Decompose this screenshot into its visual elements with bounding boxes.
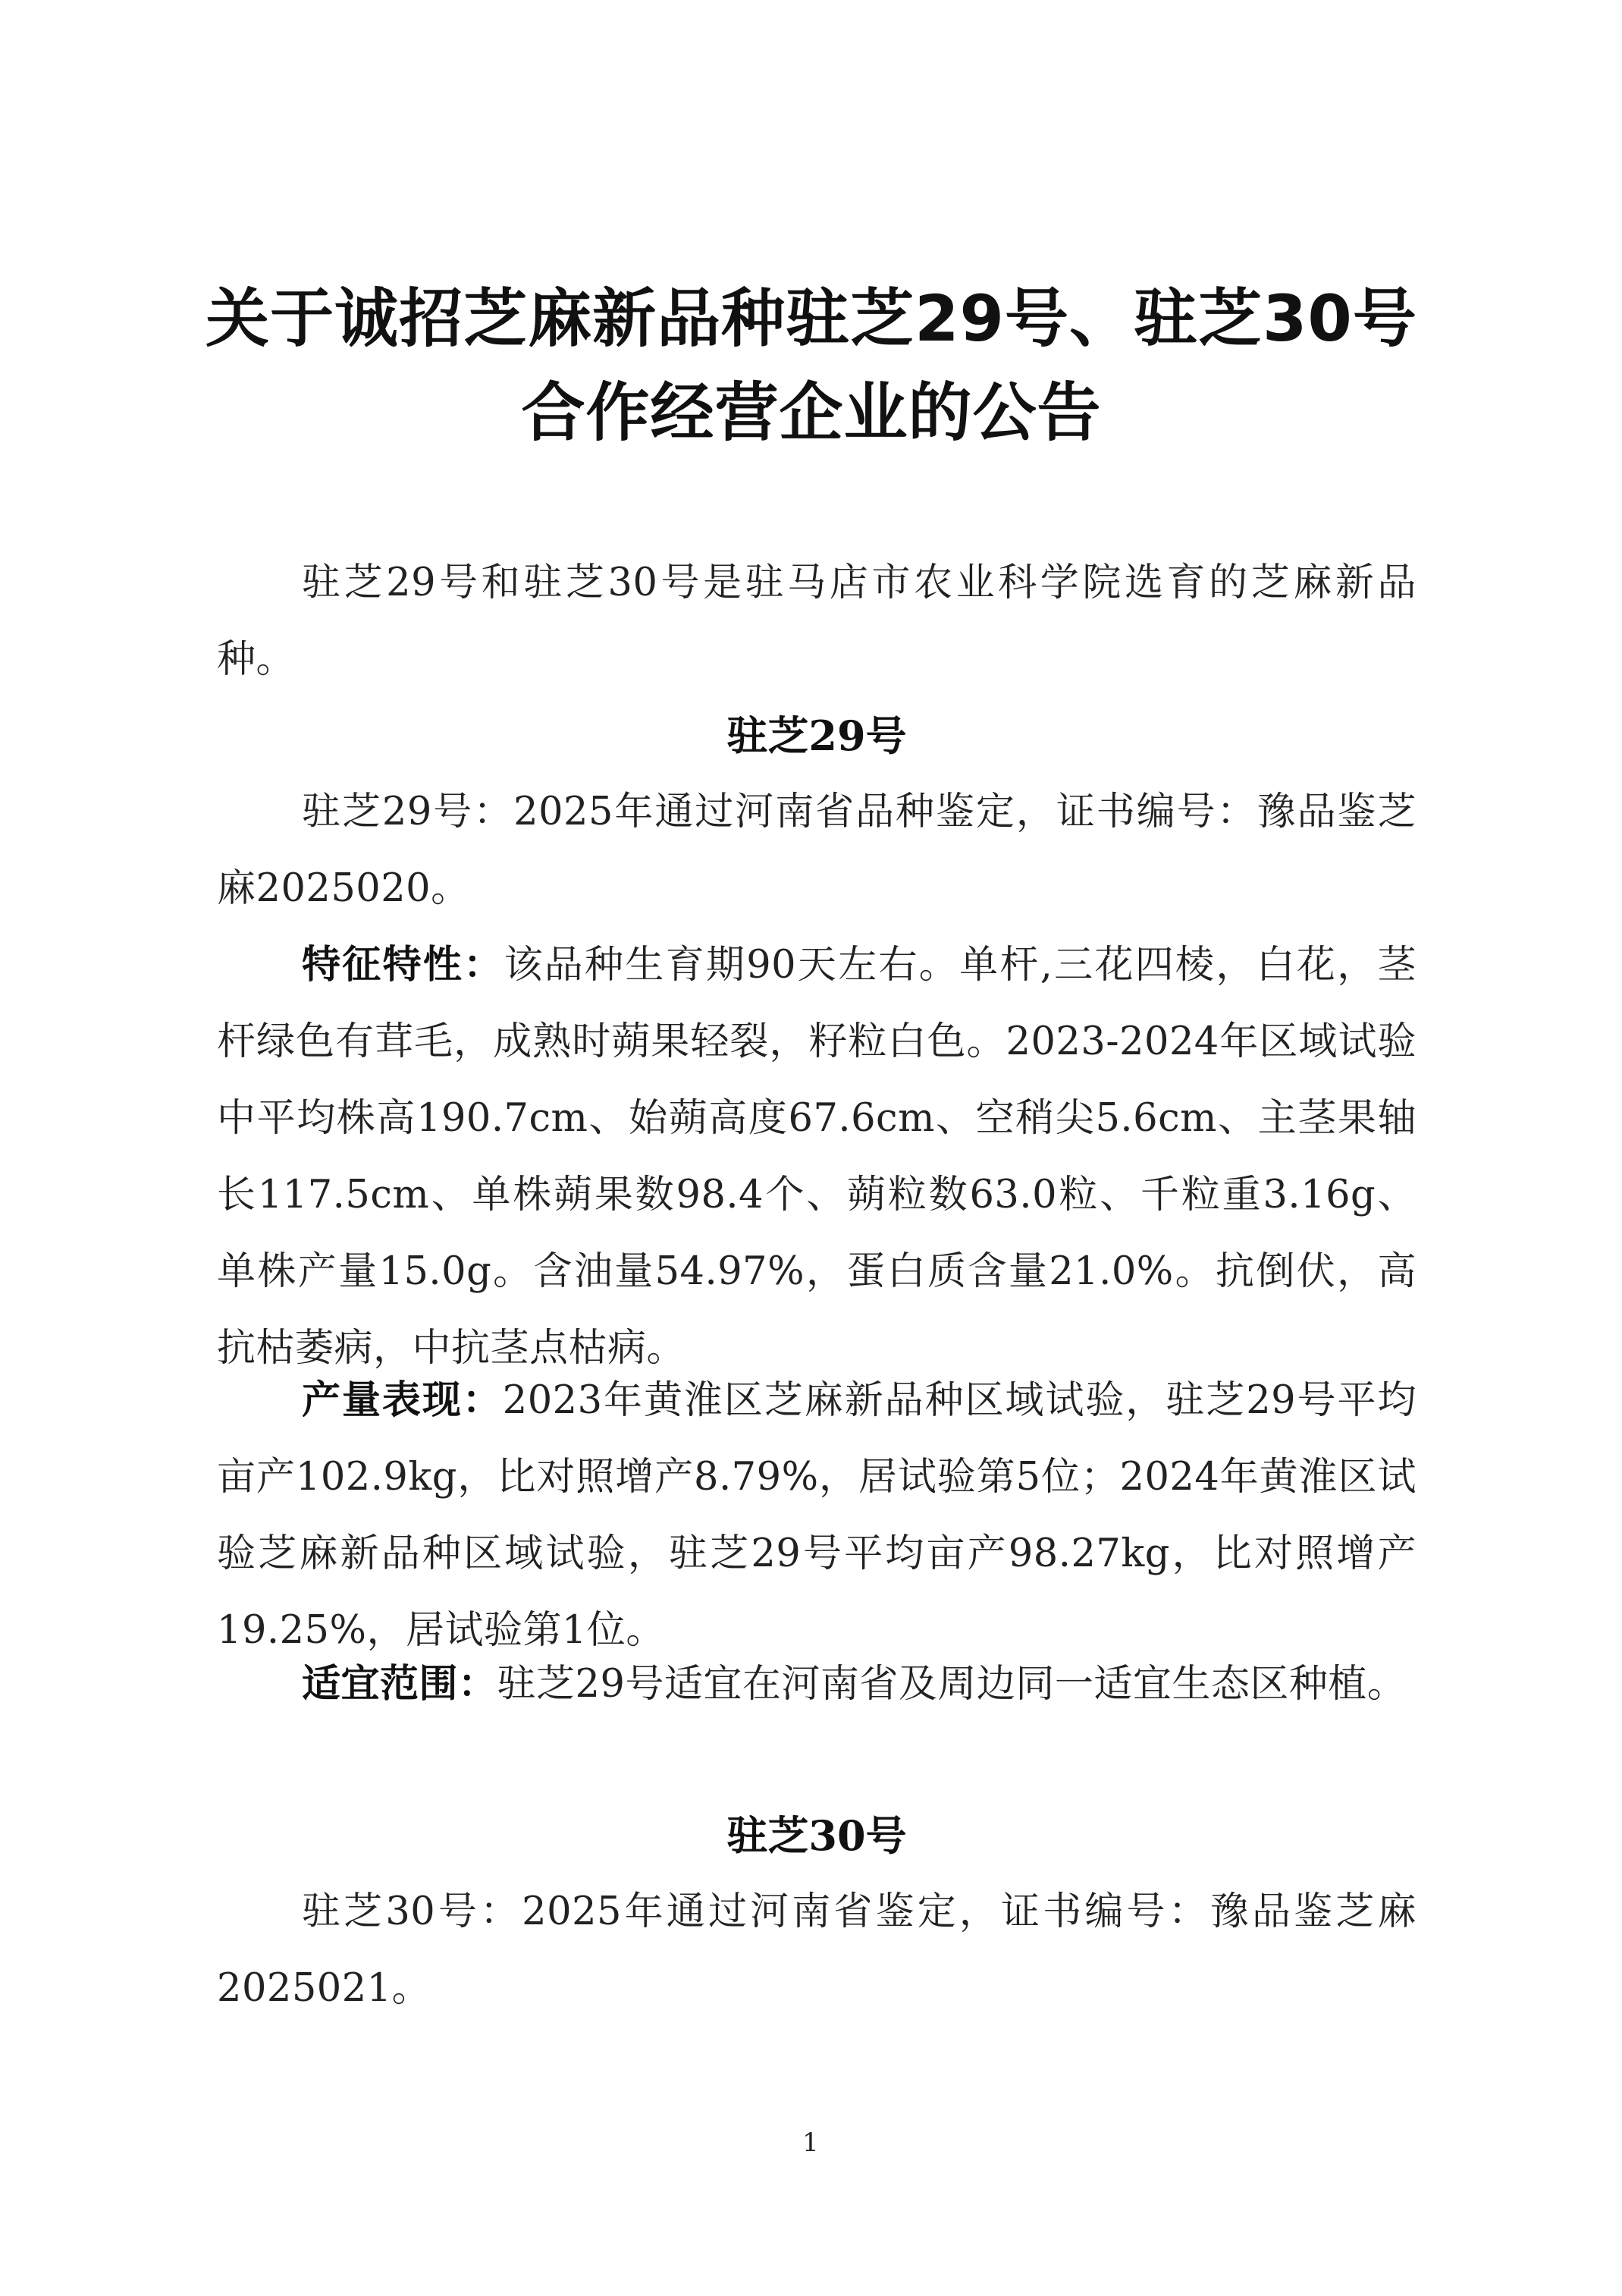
page-number: 1 <box>802 2128 819 2158</box>
variety-30-heading: 驻芝30号 <box>726 1811 907 1860</box>
variety-29-traits-paragraph <box>217 927 1417 1387</box>
yield-label: 产量表现： <box>302 1378 503 1423</box>
variety-29-range-paragraph <box>217 1646 1417 1723</box>
range-text: 驻芝29号适宜在河南省及周边同一适宜生态区种植。 <box>497 1662 1407 1707</box>
document-title-line-2: 合作经营企业的公告 <box>521 375 1102 450</box>
traits-label: 特征特性： <box>302 943 504 988</box>
yield-text: 2023年黄淮区芝麻新品种区域试验，驻芝29号平均亩产102.9kg，比对照增产8.79%，居试验第5位；2024年黄淮区试验芝麻新品种区域试验，驻芝29号平均亩产98.27kg，比对照增产19.25%，居试验第1位。 <box>217 1378 1417 1653</box>
traits-text: 该品种生育期90天左右。单杆,三花四棱，白花，茎杆绿色有茸毛，成熟时蒴果轻裂，籽粒白色。2023-2024年区域试验中平均株高190.7cm、始蒴高度67.6cm、空稍尖5.6cm、主茎果轴长117.5cm、单株蒴果数98.4个、蒴粒数63.0粒、千粒重3.16g、单株产量15.0g。含油量54.97%，蛋白质含量21.0%。抗倒伏，高抗枯萎病，中抗茎点枯病。 <box>217 943 1417 1371</box>
range-label: 适宜范围： <box>302 1662 497 1707</box>
intro-paragraph: 驻芝29号和驻芝30号是驻马店市农业科学院选育的芝麻新品种。 <box>217 561 1417 682</box>
variety-29-heading: 驻芝29号 <box>726 711 907 760</box>
variety-29-yield-paragraph <box>217 1362 1417 1669</box>
document-title-line-1: 关于诚招芝麻新品种驻芝29号、驻芝30号 <box>205 281 1417 356</box>
variety-29-certification: 驻芝29号：2025年通过河南省品种鉴定，证书编号：豫品鉴芝麻2025020。 <box>217 790 1417 911</box>
variety-30-certification: 驻芝30号：2025年通过河南省鉴定，证书编号：豫品鉴芝麻2025021。 <box>217 1889 1417 2011</box>
